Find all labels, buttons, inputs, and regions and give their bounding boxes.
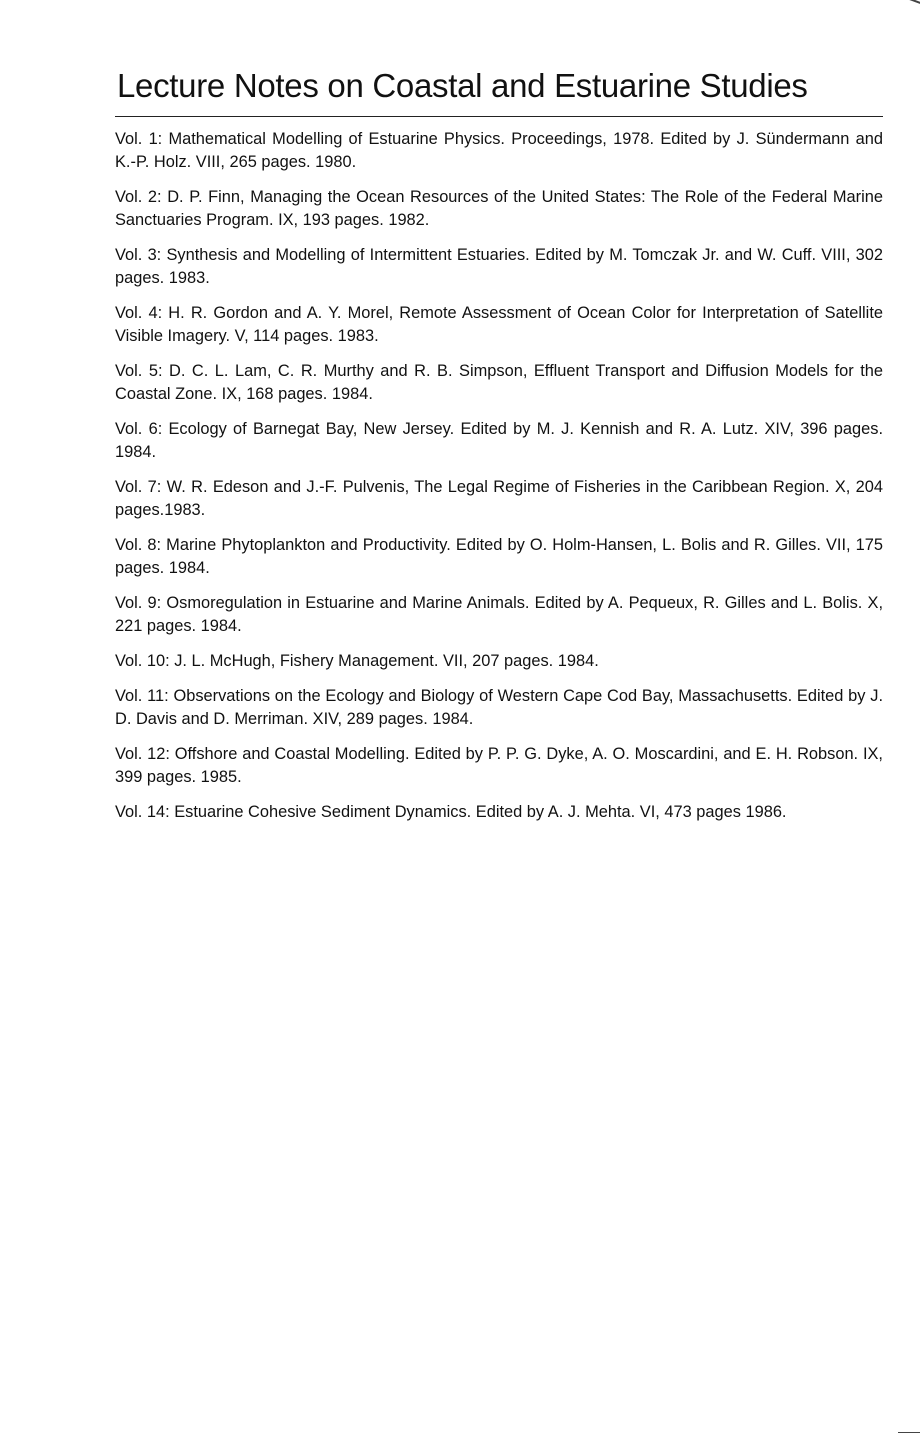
page-edge-mark [908, 0, 920, 4]
volume-entry: Vol. 7: W. R. Edeson and J.-F. Pulvenis, The Legal Regime of Fisheries in the Caribbean Region. X, 204 pages.1983. [115, 478, 883, 519]
title-divider [115, 116, 883, 117]
volume-entry: Vol. 3: Synthesis and Modelling of Intermittent Estuaries. Edited by M. Tomczak Jr. and W. Cuff. VIII, 302 pages. 1983. [115, 246, 883, 287]
volume-entry: Vol. 14: Estuarine Cohesive Sediment Dynamics. Edited by A. J. Mehta. VI, 473 pages 1986. [115, 803, 787, 821]
volume-entry: Vol. 12: Offshore and Coastal Modelling. Edited by P. P. G. Dyke, A. O. Moscardini, and E. H. Robson. IX, 399 pages. 1985. [115, 745, 883, 786]
volume-entry: Vol. 9: Osmoregulation in Estuarine and Marine Animals. Edited by A. Pequeux, R. Gilles and L. Bolis. X, 221 pages. 1984. [115, 594, 883, 635]
volume-entry: Vol. 10: J. L. McHugh, Fishery Management. VII, 207 pages. 1984. [115, 652, 599, 670]
page-title: Lecture Notes on Coastal and Estuarine Studies [117, 67, 808, 104]
document-page [115, 62, 883, 836]
volume-entry: Vol. 2: D. P. Finn, Managing the Ocean Resources of the United States: The Role of the Federal Marine Sanctuaries Program. IX, 193 pages. 1982. [115, 188, 883, 229]
volume-entry: Vol. 4: H. R. Gordon and A. Y. Morel, Remote Assessment of Ocean Color for Interpretation of Satellite Visible Imagery. V, 114 pages. 1983. [115, 304, 883, 345]
volume-entry: Vol. 1: Mathematical Modelling of Estuarine Physics. Proceedings, 1978. Edited by J. Sündermann and K.-P. Holz. VIII, 265 pages. 1980. [115, 130, 883, 171]
volume-entry: Vol. 8: Marine Phytoplankton and Productivity. Edited by O. Holm-Hansen, L. Bolis and R. Gilles. VII, 175 pages. 1984. [115, 536, 883, 577]
page-edge-mark [898, 1432, 920, 1433]
volume-list [115, 128, 883, 824]
volume-entry: Vol. 11: Observations on the Ecology and Biology of Western Cape Cod Bay, Massachusetts. Edited by J. D. Davis and D. Merriman. XIV, 289 pages. 1984. [115, 687, 883, 728]
volume-entry: Vol. 6: Ecology of Barnegat Bay, New Jersey. Edited by M. J. Kennish and R. A. Lutz. XIV, 396 pages. 1984. [115, 420, 883, 461]
volume-entry: Vol. 5: D. C. L. Lam, C. R. Murthy and R. B. Simpson, Effluent Transport and Diffusion Models for the Coastal Zone. IX, 168 pages. 1984. [115, 362, 883, 403]
